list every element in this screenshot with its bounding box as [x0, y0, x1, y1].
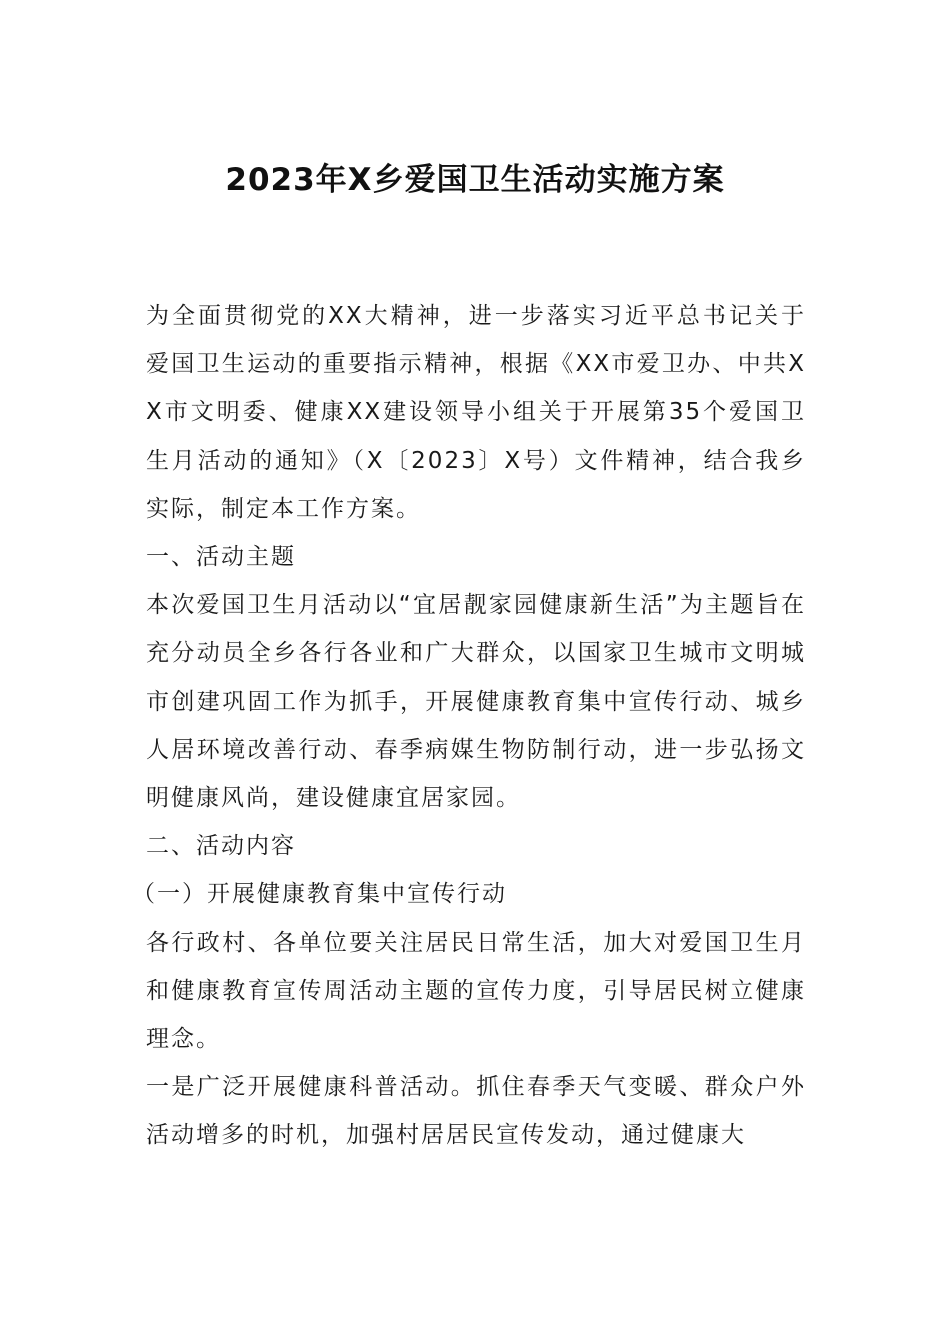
section-heading-theme: 一、活动主题	[146, 544, 296, 571]
section-heading-content: 二、活动内容	[146, 833, 296, 860]
science-activity-paragraph: 一是广泛开展健康科普活动。抓住春季天气变暖、群众户外活动增多的时机，加强村居居民宣传发动，通过健康大	[146, 1074, 806, 1149]
subsection-heading-health-education: （一）开展健康教育集中宣传行动	[132, 881, 507, 908]
intro-paragraph: 为全面贯彻党的XX大精神，进一步落实习近平总书记关于爱国卫生运动的重要指示精神，根据《XX市爱卫办、中共XX市文明委、健康XX建设领导小组关于开展第35个爱国卫生月活动的通知》（X〔2023〕X号）文件精神，结合我乡实际，制定本工作方案。	[146, 303, 806, 522]
document-title: 2023年X乡爱国卫生活动实施方案	[225, 162, 725, 198]
document-body	[132, 292, 806, 1160]
theme-paragraph: 本次爱国卫生月活动以“宜居靓家园健康新生活”为主题旨在充分动员全乡各行各业和广大群众，以国家卫生城市文明城市创建巩固工作为抓手，开展健康教育集中宣传行动、城乡人居环境改善行动、春季病媒生物防制行动，进一步弘扬文明健康风尚，建设健康宜居家园。	[146, 592, 806, 812]
health-education-paragraph: 各行政村、各单位要关注居民日常生活，加大对爱国卫生月和健康教育宣传周活动主题的宣传力度，引导居民树立健康理念。	[146, 929, 806, 1053]
